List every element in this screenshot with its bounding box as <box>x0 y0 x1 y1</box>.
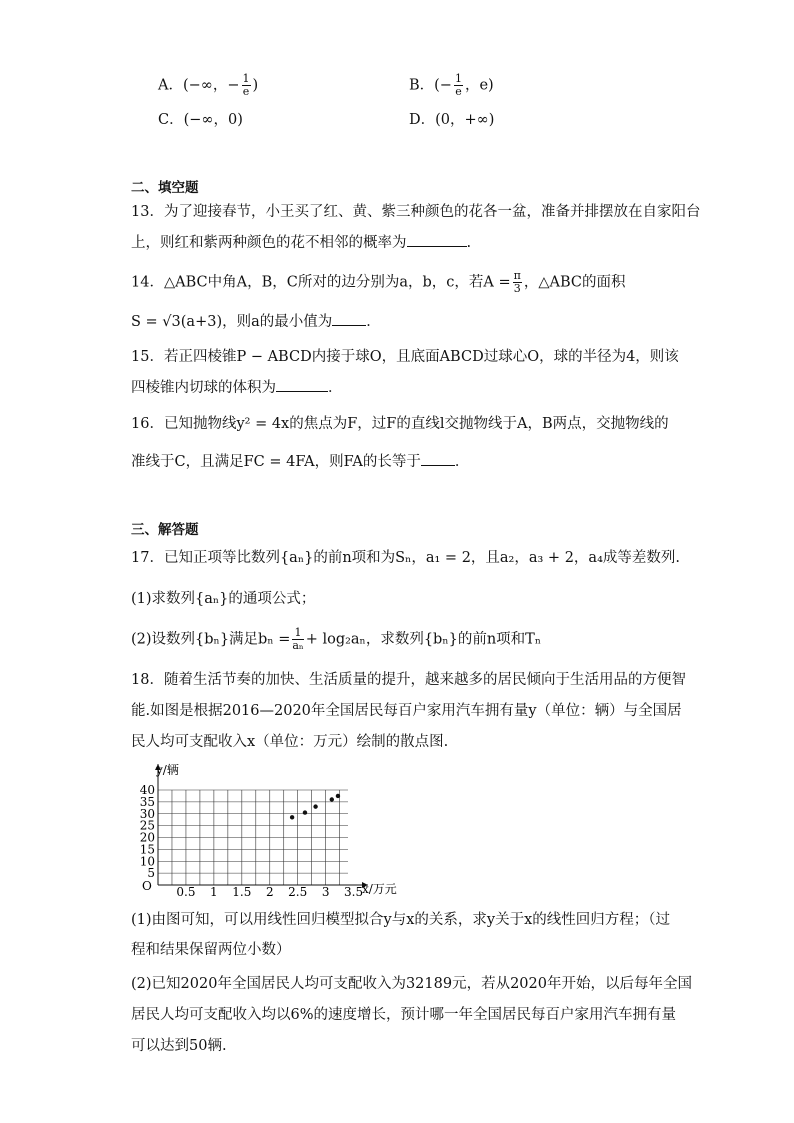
q16-line1: 16．已知抛物线y² = 4x的焦点为F，过F的直线l交抛物线于A，B两点，交抛物线的 <box>131 416 669 432</box>
q15-text: 四棱锥内切球的体积为 <box>131 380 276 396</box>
section-title-solutions: 三、解答题 <box>131 522 199 538</box>
option-a-text: A．(−∞，− <box>158 77 240 94</box>
q14-line2-end: ． <box>366 314 381 330</box>
option-b-frac-num: 1 <box>454 72 462 85</box>
x-tick-label: 3 <box>321 885 330 899</box>
answer-blank <box>407 232 467 247</box>
q14-frac-den: 3 <box>513 282 521 295</box>
origin-label: O <box>142 879 152 893</box>
y-tick-label: 20 <box>139 830 155 845</box>
q17-frac-num: 1 <box>292 627 303 640</box>
answer-blank <box>332 311 366 326</box>
data-point <box>290 815 294 819</box>
option-d: D．(0，+∞) <box>409 112 495 128</box>
q17-fraction <box>292 627 303 652</box>
q16-text: 准线于C，且满足FC = 4FA，则FA的长等于 <box>131 454 421 470</box>
x-tick-label: 0.5 <box>176 885 196 899</box>
answer-blank <box>421 451 455 466</box>
scatter-chart <box>138 760 408 900</box>
q18-line3: 民人均可支配收入x（单位：万元）绘制的散点图. <box>131 734 449 750</box>
x-tick-label: 2.5 <box>288 885 308 899</box>
q18-part1-line2: 程和结果保留两位小数） <box>131 942 291 958</box>
q18-line2: 能.如图是根据2016—2020年全国居民每百户家用汽车拥有量y（单位：辆）与全国居 <box>131 703 682 719</box>
option-b <box>409 73 494 98</box>
data-point <box>313 804 317 808</box>
q17-line1: 17．已知正项等比数列{aₙ}的前n项和为Sₙ，a₁ = 2，且a₂，a₃ + 2，a₄成等差数列. <box>131 550 680 566</box>
q17-part2-text: (2)设数列{bₙ}满足bₙ = <box>131 631 291 648</box>
y-tick-label: 30 <box>139 806 155 821</box>
q13-line2 <box>131 232 471 253</box>
x-tick-label: 2 <box>265 885 274 899</box>
y-tick-label: 25 <box>139 818 155 833</box>
q17-frac-den: aₙ <box>292 639 304 652</box>
option-c: C．(−∞，0) <box>158 112 243 128</box>
y-tick-label: 5 <box>147 866 155 881</box>
option-a-fraction <box>242 73 251 98</box>
q14-line2-text: S = √3(a+3)，则a的最小值为 <box>131 314 333 330</box>
section-title-fill-in: 二、填空题 <box>131 180 199 196</box>
chart-grid <box>158 790 348 885</box>
q17-part2 <box>131 627 541 652</box>
option-a <box>158 73 258 98</box>
x-tick-label: 1.5 <box>232 885 252 899</box>
q16-end: ． <box>454 454 470 470</box>
q14-frac-num: π <box>513 269 521 282</box>
q18-part1-line1: (1)由图可知，可以用线性回归模型拟合y与x的关系，求y关于x的线性回归方程；（过 <box>131 912 671 928</box>
q18-line1: 18．随着生活节奏的加快、生活质量的提升，越来越多的居民倾向于生活用品的方便智 <box>131 672 686 688</box>
y-tick-label: 40 <box>139 783 155 797</box>
data-point <box>303 810 307 814</box>
q15-line1: 15．若正四棱锥P − ABCD内接于球O，且底面ABCD过球心O，球的半径为4，则该 <box>131 349 679 365</box>
data-point <box>330 797 334 801</box>
q16-line2 <box>131 451 469 472</box>
option-a-frac-num: 1 <box>242 72 250 85</box>
q14-line1 <box>131 270 625 295</box>
q14-line2 <box>131 311 381 332</box>
option-b-frac-den: e <box>455 85 462 98</box>
q18-part2-line1: (2)已知2020年全国居民人均可支配收入为32189元，若从2020年开始，以后每年全国 <box>131 976 692 992</box>
data-point <box>336 794 340 798</box>
q15-line2 <box>131 377 343 398</box>
y-tick-label: 35 <box>139 794 155 809</box>
q14-text-end: ，△ABC的面积 <box>523 274 626 291</box>
answer-blank <box>276 377 328 392</box>
q18-part2-line3: 可以达到50辆. <box>131 1038 227 1054</box>
q15-end: ． <box>328 380 343 396</box>
q17-part2-end: + log₂aₙ，求数列{bₙ}的前n项和Tₙ <box>305 631 542 648</box>
option-b-end: ，e) <box>464 77 494 94</box>
q13-text: 上，则红和紫两种颜色的花不相邻的概率为 <box>131 235 407 251</box>
chart-axes <box>155 764 368 888</box>
q13-line1: 13．为了迎接春节，小王买了红、黄、紫三种颜色的花各一盆，准备并排摆放在自家阳台 <box>131 204 701 220</box>
q18-part2-line2: 居民人均可支配收入均以6%的速度增长，预计哪一年全国居民每百户家用汽车拥有量 <box>131 1007 676 1023</box>
option-b-text: B．(− <box>409 77 452 94</box>
option-a-frac-den: e <box>242 85 250 98</box>
x-tick-label: 1 <box>210 885 218 899</box>
y-axis-label: y/辆 <box>156 763 179 777</box>
chart-ticks <box>140 783 363 899</box>
x-axis-label: x/万元 <box>362 882 397 896</box>
q14-fraction <box>513 270 522 295</box>
option-b-fraction <box>454 73 463 98</box>
q17-part1: (1)求数列{aₙ}的通项公式； <box>131 591 316 607</box>
q14-text: 14．△ABC中角A，B，C所对的边分别为a，b，c，若A = <box>131 274 511 291</box>
x-tick-label: 3.5 <box>344 885 364 899</box>
y-tick-label: 15 <box>139 842 155 857</box>
option-a-end: ) <box>252 77 259 94</box>
y-tick-label: 10 <box>139 854 155 869</box>
q13-end: . <box>466 235 472 251</box>
